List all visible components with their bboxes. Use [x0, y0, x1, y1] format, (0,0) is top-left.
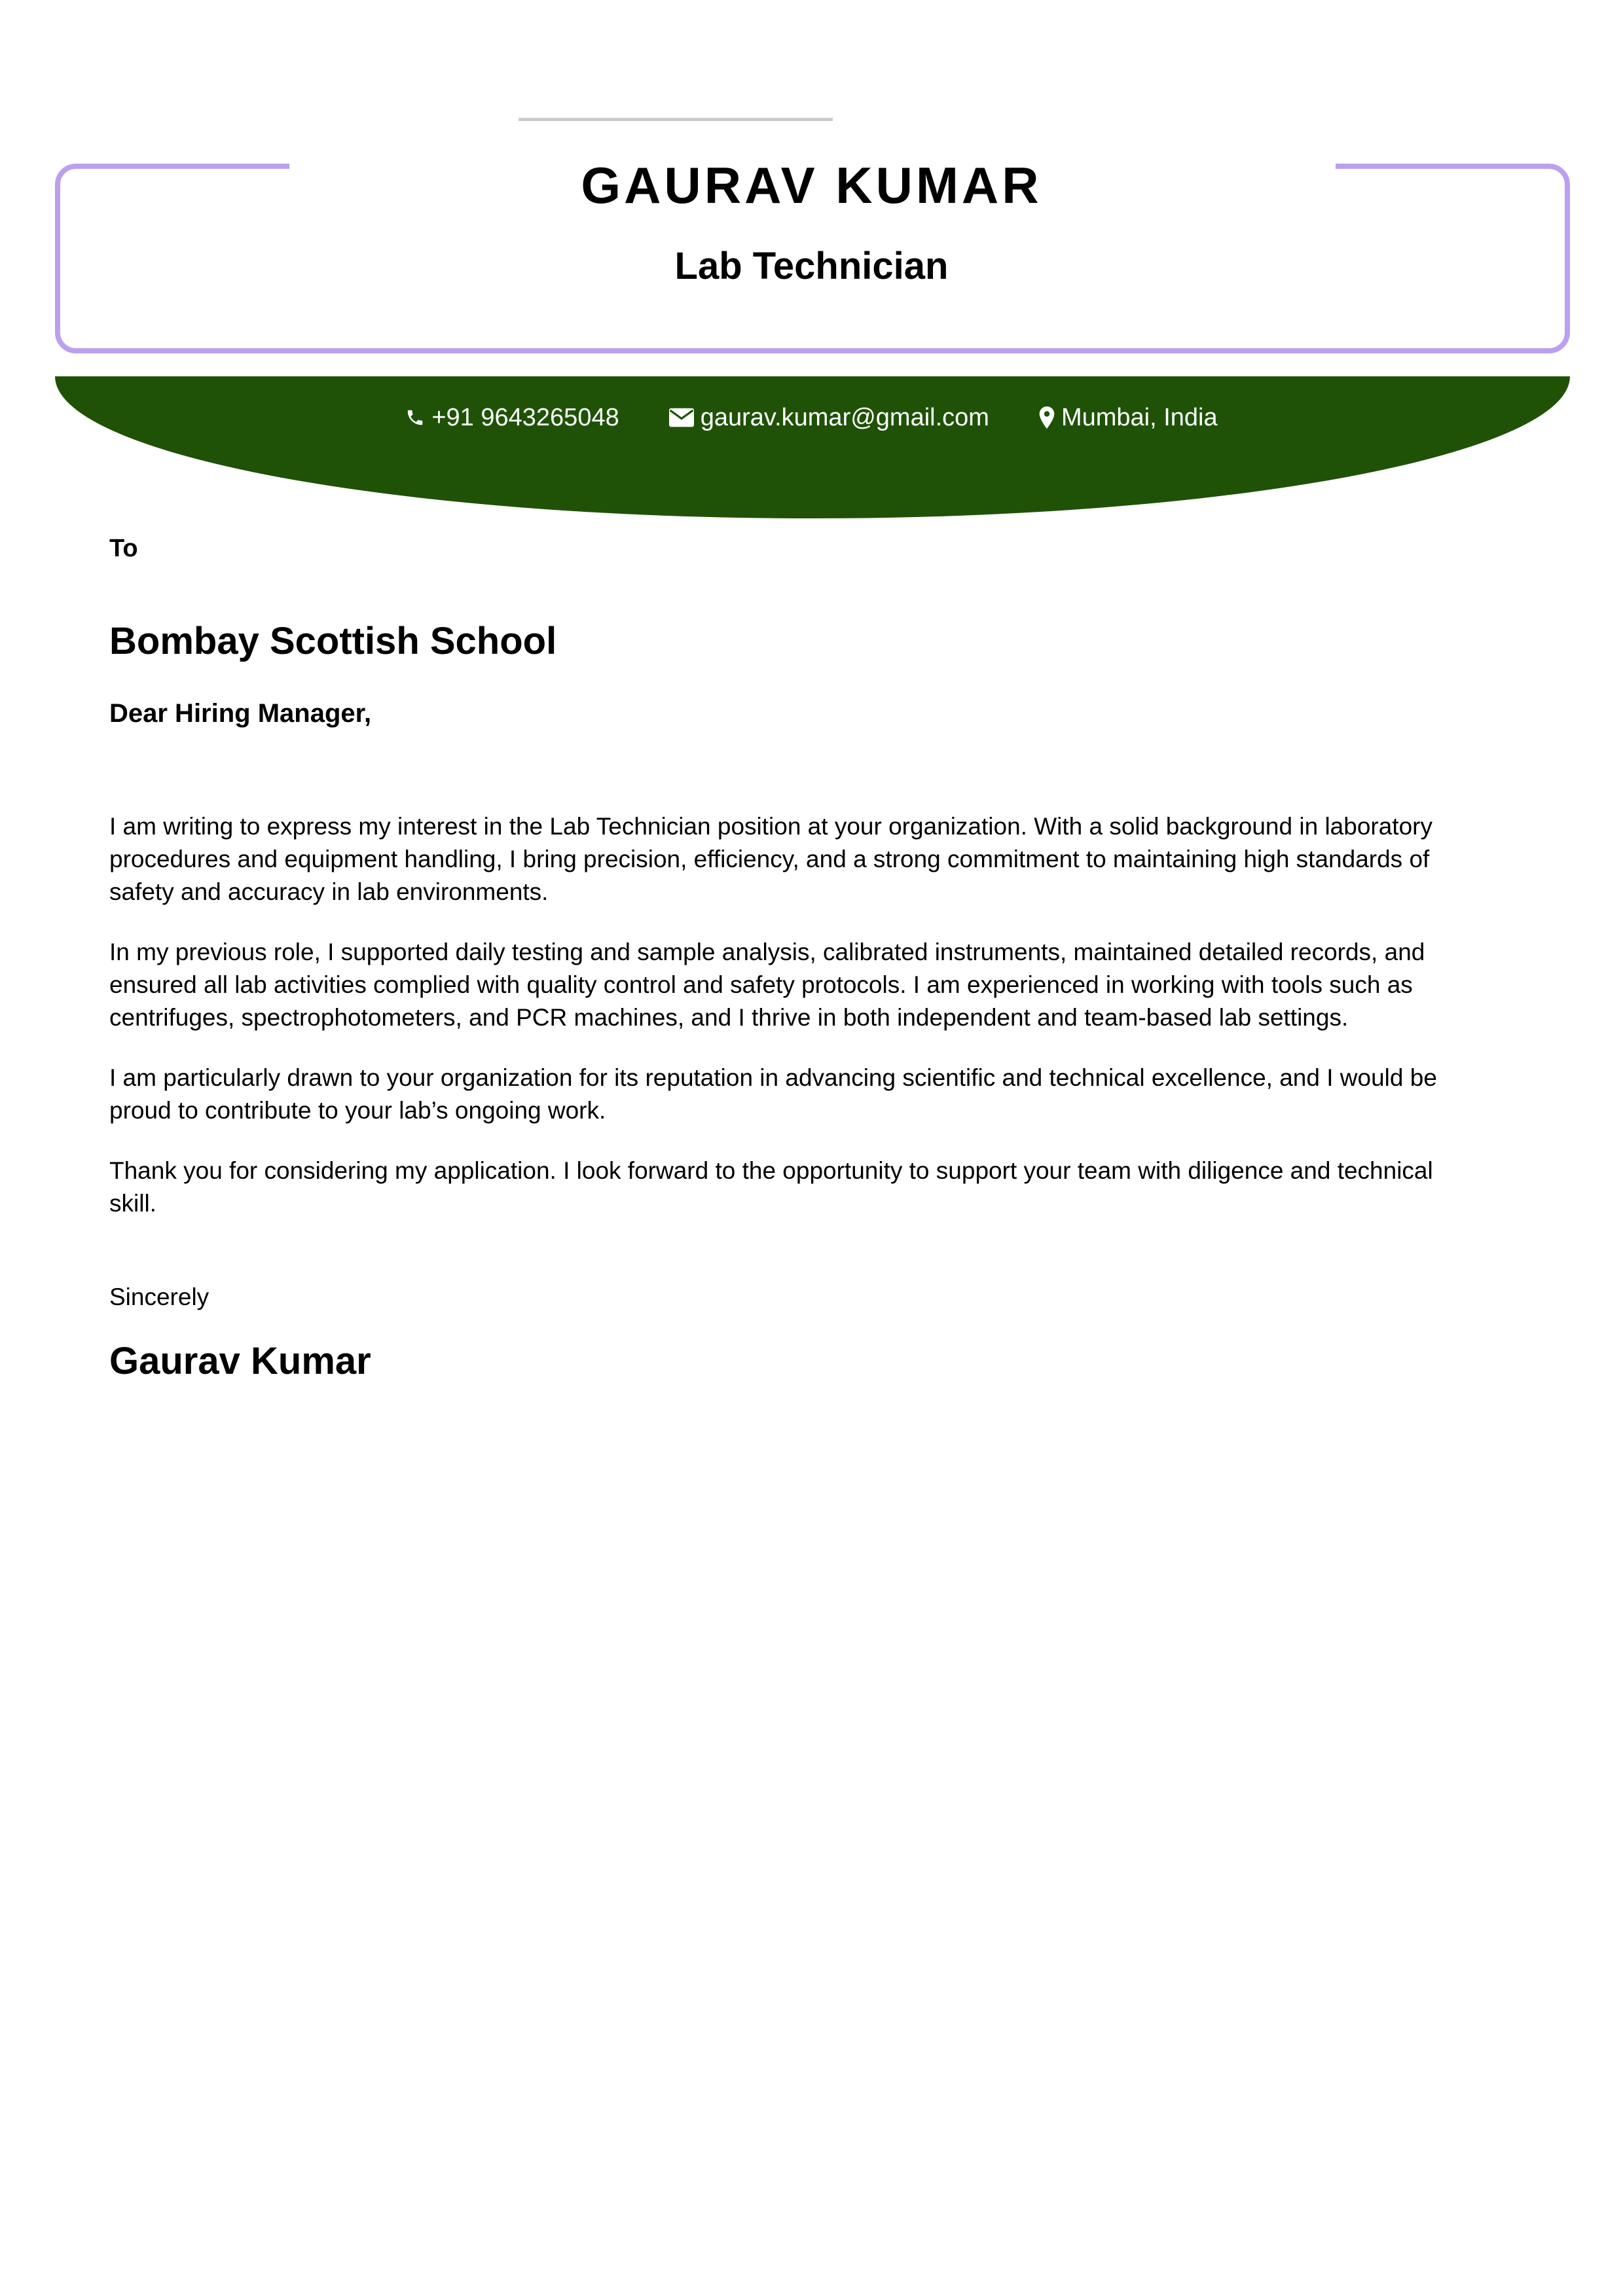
contact-location	[1039, 398, 1218, 437]
recipient-name: Bombay Scottish School	[109, 620, 557, 662]
contact-info	[0, 398, 1623, 437]
top-divider	[519, 118, 833, 121]
location-text: Mumbai, India	[1061, 404, 1218, 431]
contact-phone	[405, 398, 619, 437]
contact-email	[669, 398, 989, 437]
closing: Sincerely	[109, 1283, 210, 1310]
envelope-icon	[669, 408, 694, 427]
applicant-name: GAURAV KUMAR	[581, 156, 1042, 214]
salutation: Dear Hiring Manager,	[109, 699, 372, 728]
email-address: gaurav.kumar@gmail.com	[700, 404, 989, 431]
job-title: Lab Technician	[674, 245, 949, 287]
signature-name: Gaurav Kumar	[109, 1340, 371, 1382]
paragraph: I am writing to express my interest in the Lab Technician position at your organization. With a solid background in laboratory procedures and equipment handling, I bring precision, efficiency, and a strong commitment to maintaining high standards of safety and accuracy in lab environments.	[109, 813, 1432, 905]
letter-paragraphs	[109, 810, 1471, 1220]
to-label: To	[109, 535, 138, 562]
letter-body	[109, 529, 1471, 1388]
phone-icon	[405, 406, 425, 429]
paragraph: Thank you for considering my application. I look forward to the opportunity to support your team with diligence and technical skill.	[109, 1157, 1433, 1217]
paragraph: In my previous role, I supported daily testing and sample analysis, calibrated instruments, maintained detailed records, and ensured all lab activities complied with quality control and safety protocols. I am experienced in working with tools such as centrifuges, spectrophotometers, and PCR machines, and I thrive in both independent and team-based lab settings.	[109, 939, 1425, 1031]
paragraph: I am particularly drawn to your organization for its reputation in advancing scientific and technical excellence, and I would be proud to contribute to your lab’s ongoing work.	[109, 1064, 1437, 1124]
map-marker-icon	[1039, 406, 1055, 429]
phone-number: +91 9643265048	[431, 404, 619, 431]
